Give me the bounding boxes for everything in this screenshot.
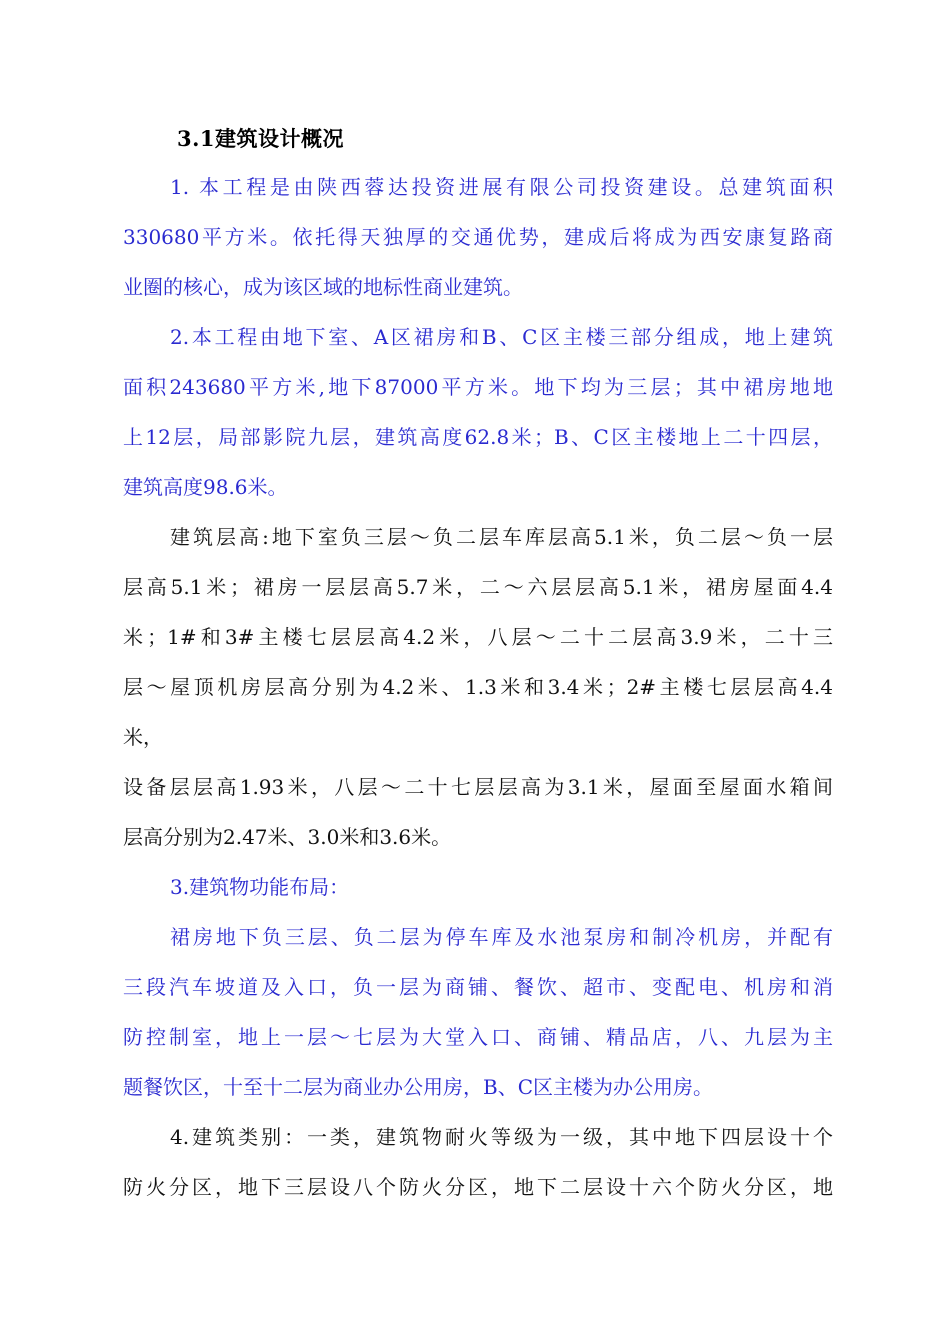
- floor-height-line: 层～屋顶机房层高分别为4.2米、1.3米和3.4米；2#主楼七层层高4.4: [123, 675, 833, 699]
- paragraph-3-line: 防控制室，地上一层～七层为大堂入口、商铺、精品店，八、九层为主: [123, 1025, 833, 1049]
- floor-height-line: 设备层层高1.93米，八层～二十七层层高为3.1米，屋面至屋面水箱间: [123, 775, 833, 799]
- paragraph-3-line: 裙房地下负三层、负二层为停车库及水池泵房和制冷机房，并配有: [170, 925, 833, 949]
- paragraph-2-line: 2.本工程由地下室、A区裙房和B、C区主楼三部分组成，地上建筑: [170, 325, 833, 349]
- paragraph-1-line: 业圈的核心，成为该区域的地标性商业建筑。: [123, 275, 523, 299]
- paragraph-3-line: 三段汽车坡道及入口，负一层为商铺、餐饮、超市、变配电、机房和消: [123, 975, 833, 999]
- paragraph-1-line: 1. 本工程是由陕西蓉达投资进展有限公司投资建设。总建筑面积: [170, 175, 833, 199]
- floor-height-line: 层高分别为2.47米、3.0米和3.6米。: [123, 825, 452, 849]
- paragraph-4-line: 4.建筑类别：一类，建筑物耐火等级为一级，其中地下四层设十个: [170, 1125, 833, 1149]
- paragraph-1-line: 330680平方米。依托得天独厚的交通优势，建成后将成为西安康复路商: [123, 225, 833, 249]
- floor-height-line: 米；1#和3#主楼七层层高4.2米，八层～二十二层高3.9米，二十三: [123, 625, 833, 649]
- paragraph-3-heading: 3.建筑物功能布局：: [170, 875, 350, 899]
- paragraph-2-line: 面积243680平方米,地下87000平方米。地下均为三层；其中裙房地地: [123, 375, 833, 399]
- paragraph-3-line: 题餐饮区，十至十二层为商业办公用房，B、C区主楼为办公用房。: [123, 1075, 713, 1099]
- paragraph-4-line: 防火分区，地下三层设八个防火分区，地下二层设十六个防火分区，地: [123, 1175, 833, 1199]
- section-heading: 3.1建筑设计概况: [177, 126, 345, 151]
- paragraph-2-line: 上12层，局部影院九层，建筑高度62.8米；B、C区主楼地上二十四层，: [123, 425, 833, 449]
- floor-height-line: 层高5.1米；裙房一层层高5.7米，二～六层层高5.1米，裙房屋面4.4: [123, 575, 833, 599]
- floor-height-line: 建筑层高:地下室负三层～负二层车库层高5.1米，负二层～负一层: [170, 525, 833, 549]
- floor-height-line: 米，: [123, 725, 163, 749]
- paragraph-2-line: 建筑高度98.6米。: [123, 475, 288, 499]
